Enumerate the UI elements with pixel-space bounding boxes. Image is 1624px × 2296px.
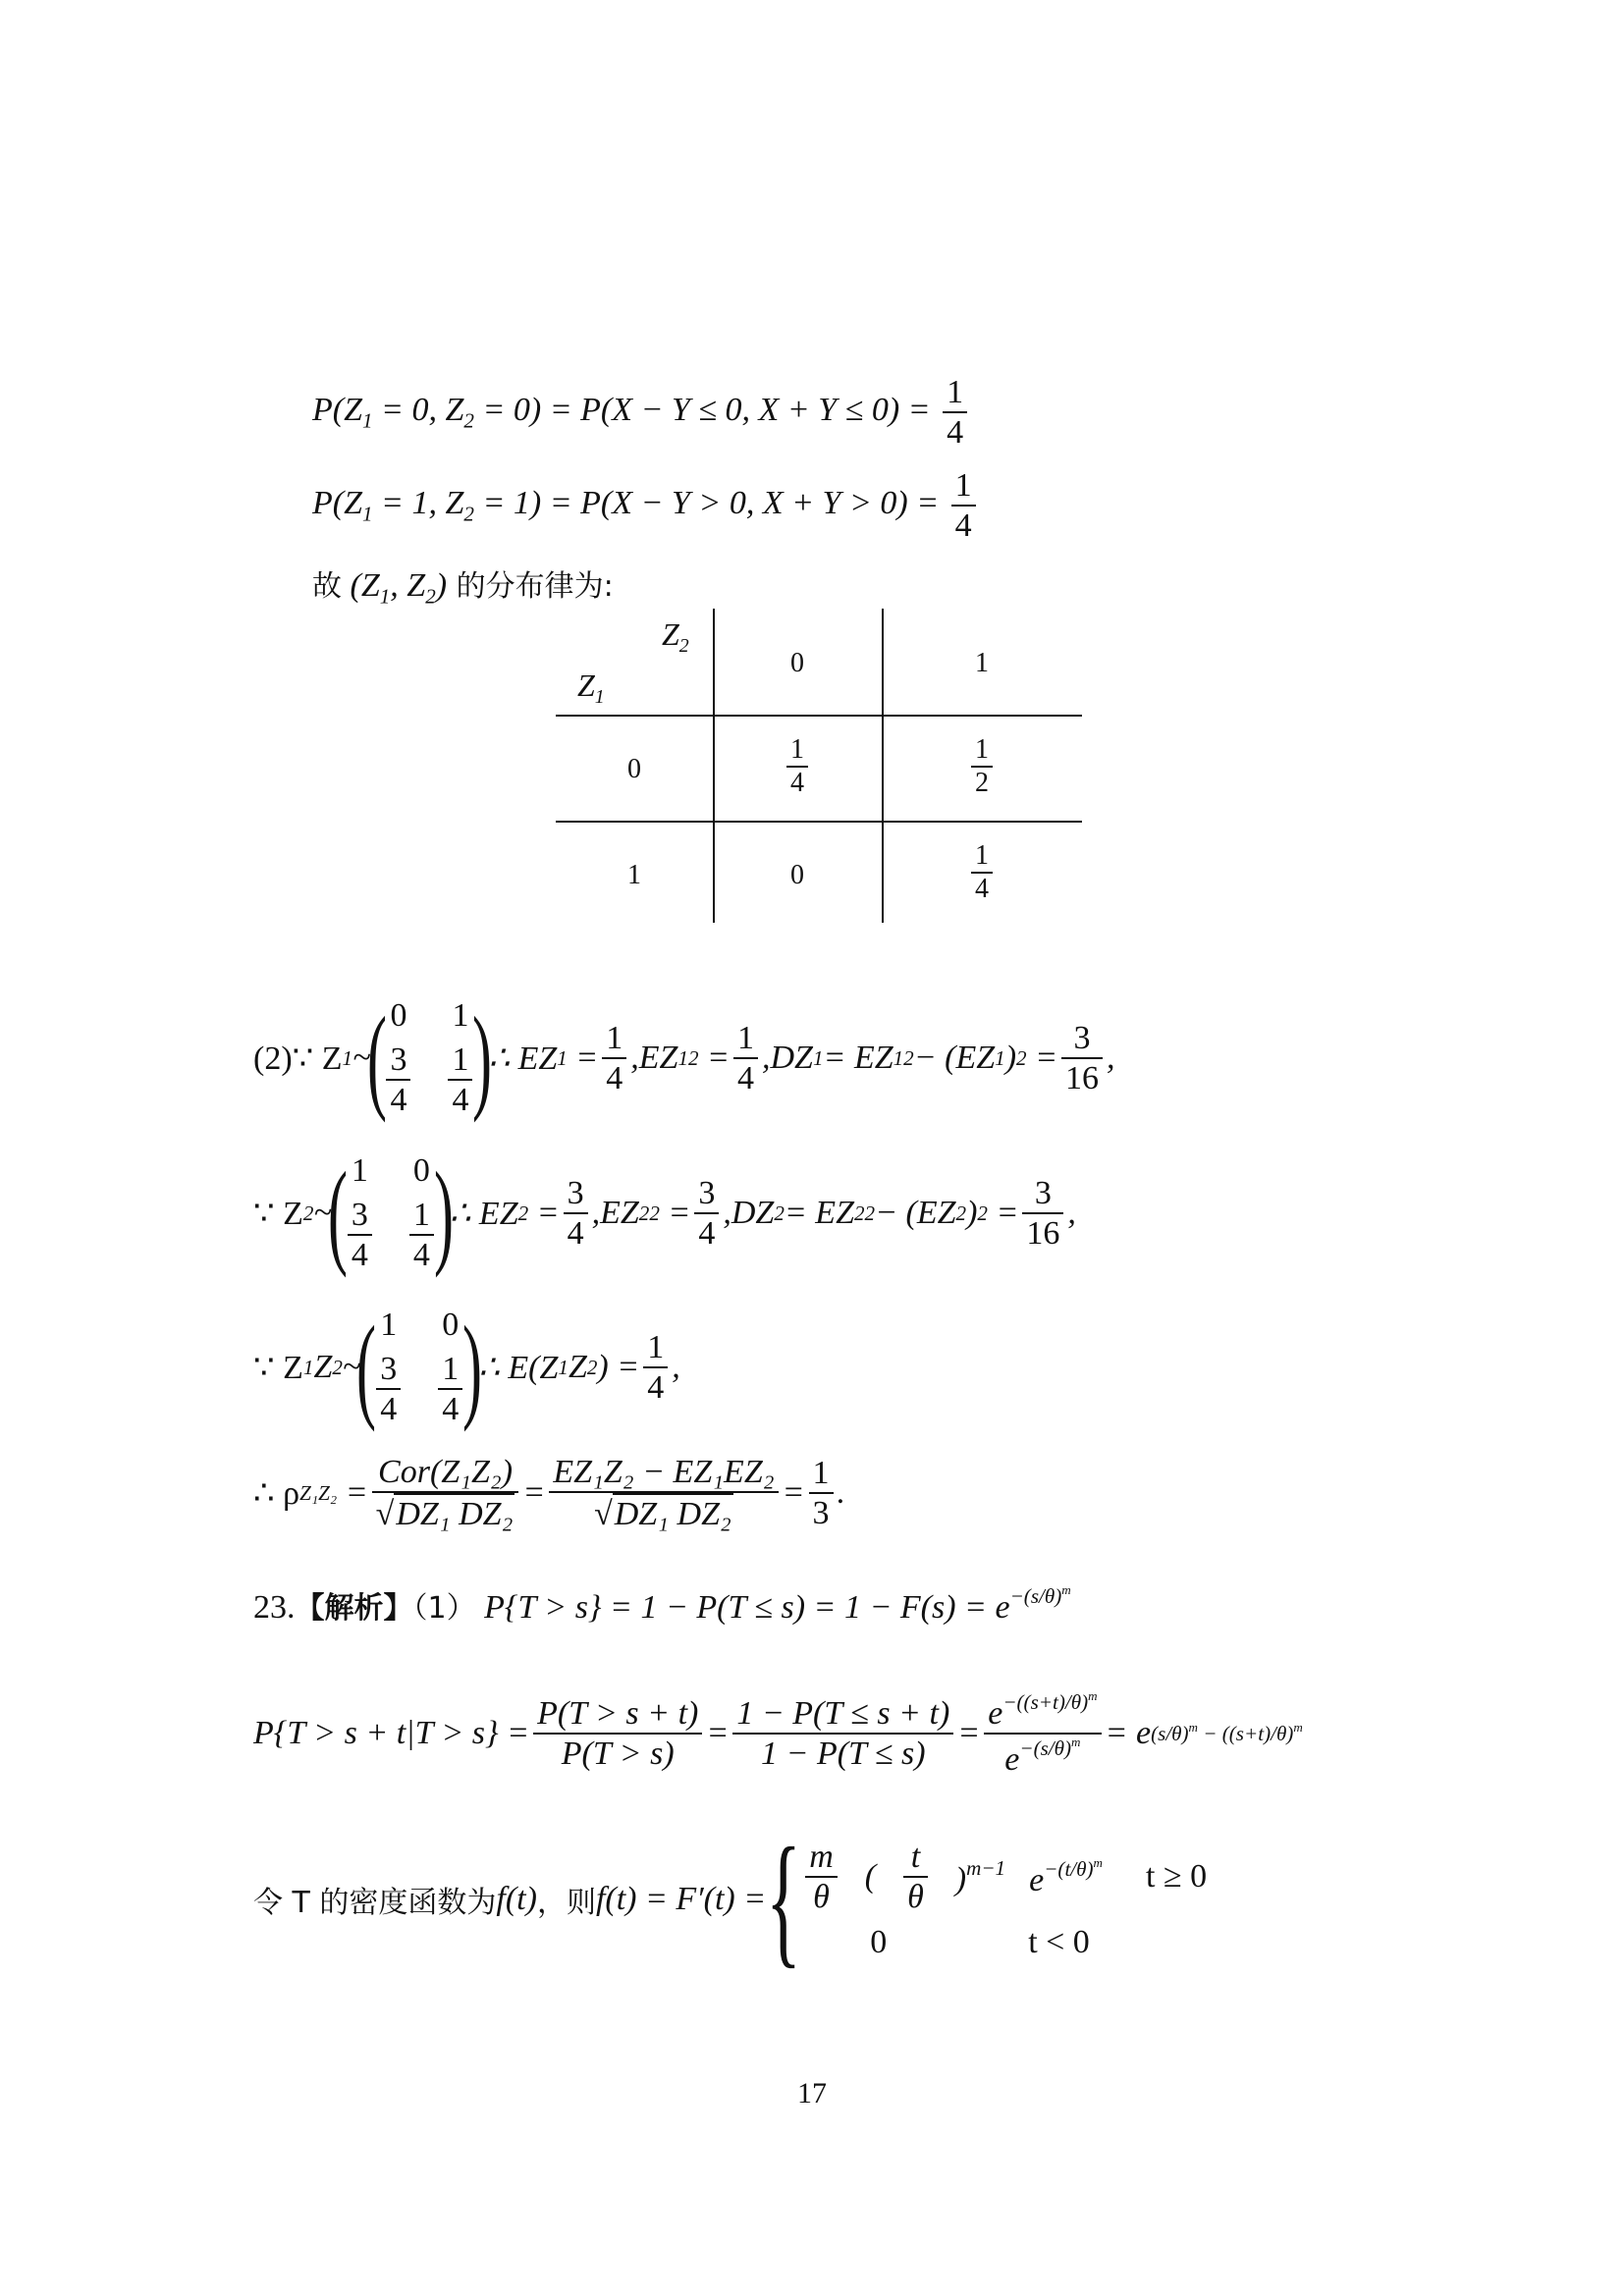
table-col-header: 1: [975, 648, 989, 678]
table-row-header: 1: [627, 860, 641, 890]
question-23-header: 23.【解析】（1） $P\{T > s\} = 1 - P(T \le s) = 1 - F(s) = e^{-(s/\theta)^m}$: [253, 1582, 1071, 1626]
equation-p11: $P(Z_1 = 1$, $Z_2 = 1) = P(X - Y > 0$, X + Y > 0) = $\frac{1}{4}$: [312, 466, 1624, 545]
table-cell: $\frac{1}{4}$: [713, 734, 882, 799]
distribution-table: [556, 609, 1082, 923]
table-corner-z2: $Z_2$: [662, 616, 689, 657]
table-cell: $\frac{1}{4}$: [882, 840, 1082, 905]
distribution-label: 故 ($Z_1$, $Z_2$) 的分布律为:: [312, 567, 614, 609]
equation-p00: $P(Z_1 = 0$, $Z_2 = 0) = P(X - Y \le 0$, X + Y ≤ 0) = $\frac{1}{4}$: [312, 373, 1624, 452]
equation-z1z2-dist: ∵ Z 1 Z 2 ~ ( 1 0 $\frac{3}{4}$ $\frac{1}{4}$ ) ∴ E(Z 1 Z 2 ) = $\frac{1}{4}$ ,: [253, 1302, 680, 1433]
equation-z2-dist: ∵ Z 2 ~ ( 1 0 $\frac{3}{4}$ $\frac{1}{4}$ ) ∴ EZ 2 = $\frac{3}{4}$ ,EZ 2 2 = $\frac{3}{4}$ ,DZ 2 = EZ 2 2 − (EZ 2 ) 2 = $\frac{3}{16}$ ,: [253, 1148, 1076, 1279]
table-row-header: 0: [627, 754, 641, 784]
table-corner-z1: $Z_1$: [577, 667, 605, 708]
density-definition: 令 T 的密度函数为 f(t) ，则 f(t) = F′(t) = { $\frac{m}{\theta}$ ( $\frac{t}{\theta}$ )$^{m-1}$ $e^{-(t/\theta)^m}$ t ≥ 0 0 t < 0: [253, 1818, 1208, 1981]
page-number: 17: [797, 2077, 827, 2109]
table-cell: $\frac{1}{2}$: [882, 734, 1082, 799]
equation-correlation: ∴ ρ Z₁Z₂ = $\frac{\text{Cor(Z₁Z₂)}}{\text{√DZ₁ DZ₂}}$ = $\frac{\text{EZ₁Z₂ − EZ₁EZ₂}}{\text{√DZ₁ DZ₂}}$ = $\frac{1}{3}$ .: [253, 1454, 845, 1533]
table-cell: 0: [790, 860, 804, 890]
equation-z1-dist: (2)∵ Z 1 ~ ( 0 1 $\frac{3}{4}$ $\frac{1}{4}$ ) ∴ EZ 1 = $\frac{1}{4}$ ,EZ 1 2 = $\frac{1}{4}$ ,DZ 1 = EZ 1 2 − (EZ 1 ) 2 = $\frac{3}{16}$ ,: [253, 992, 1115, 1124]
table-col-header: 0: [790, 648, 804, 678]
equation-memoryless: P{T > s + t|T > s} = $\frac{P(T > s + t)}{P(T > s)}$ = $\frac{1 - P(T \le s + t)}{1 - P(T \le s)}$ = $\frac{e^{-((s+t)/\theta)^m}}{e^{-(s/\theta)^m}}$ = e $(s/\theta)^m - ((s+t)/\theta)^m$: [253, 1688, 1303, 1778]
